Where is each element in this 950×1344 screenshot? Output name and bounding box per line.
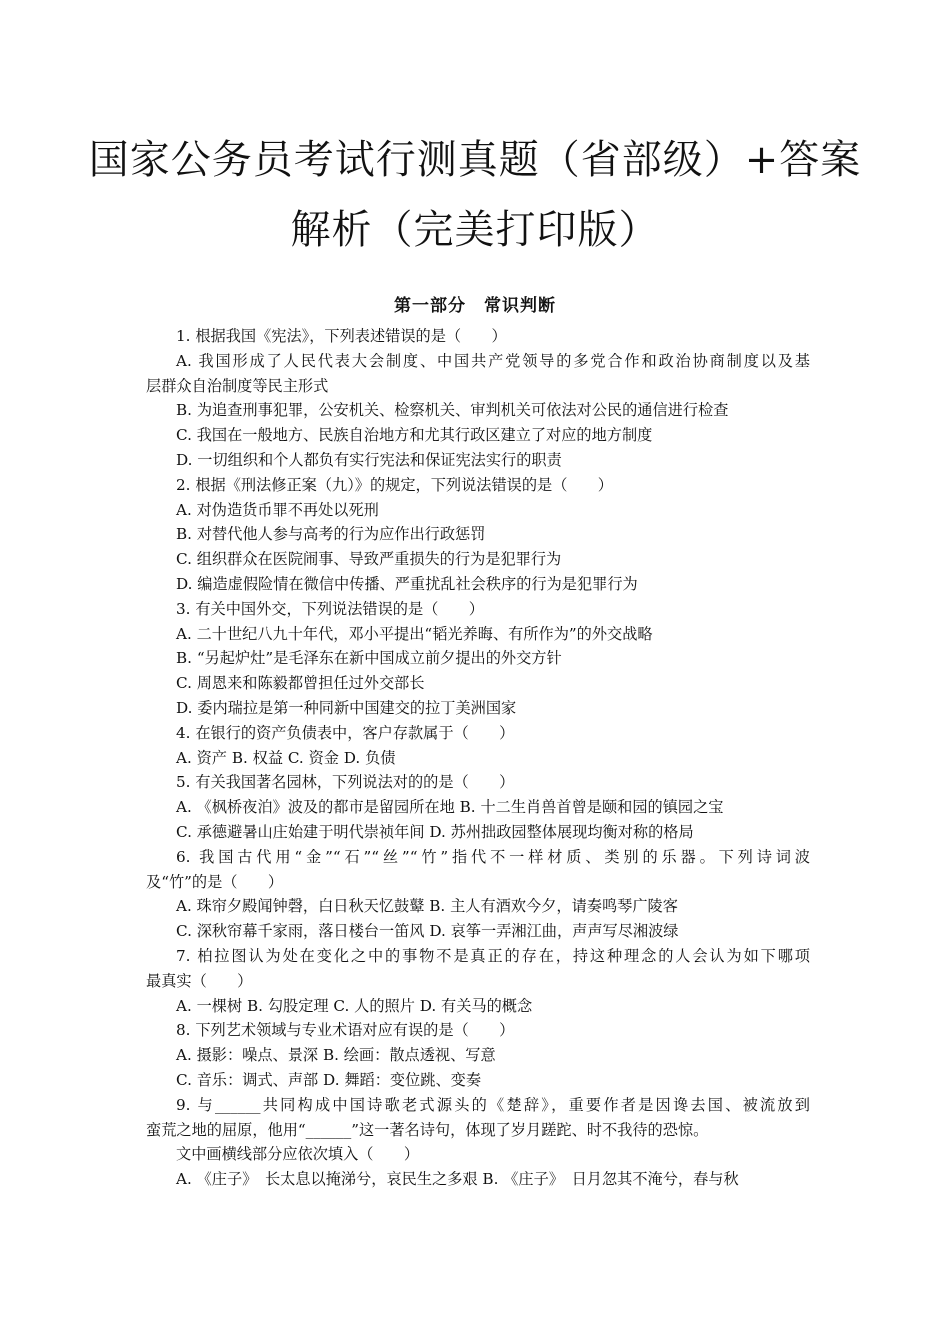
- text-line: A. 珠帘夕殿闻钟磬，白日秋天忆鼓鼙 B. 主人有酒欢今夕，请奏鸣琴广陵客: [176, 897, 678, 916]
- text-line: A. 《枫桥夜泊》波及的都市是留园所在地 B. 十二生肖兽首曾是颐和园的镇园之宝: [176, 798, 724, 817]
- text-line: A. 我国形成了人民代表大会制度、中国共产党领导的多党合作和政治协商制度以及基: [176, 351, 810, 370]
- text-line: C. 组织群众在医院闹事、导致严重损失的行为是犯罪行为: [176, 550, 562, 569]
- text-line: 及“竹”的是（ ）: [146, 872, 284, 891]
- text-line: C. 承德避暑山庄始建于明代崇祯年间 D. 苏州拙政园整体展现均衡对称的格局: [176, 822, 694, 841]
- text-line: A. 二十世纪八九十年代，邓小平提出“韬光养晦、有所作为”的外交战略: [176, 624, 653, 643]
- text-line: 文中画横线部分应依次填入（ ）: [176, 1145, 419, 1164]
- question-body: [146, 324, 810, 1192]
- text-line: D. 委内瑞拉是第一种同新中国建交的拉丁美洲国家: [176, 698, 517, 717]
- text-line: 4. 在银行的资产负债表中，客户存款属于（ ）: [176, 723, 515, 742]
- text-line: A. 资产 B. 权益 C. 资金 D. 负债: [176, 748, 396, 767]
- text-line: 层群众自治制度等民主形式: [146, 376, 329, 395]
- text-line: A. 摄影：噪点、景深 B. 绘画：散点透视、写意: [176, 1046, 496, 1065]
- text-line: 9. 与______共同构成中国诗歌老式源头的《楚辞》，重要作者是因谗去国、被流放到: [176, 1095, 810, 1114]
- text-line: 3. 有关中国外交，下列说法错误的是（ ）: [176, 599, 484, 618]
- text-line: 1. 根据我国《宪法》，下列表述错误的是（ ）: [176, 327, 507, 345]
- text-line: C. 音乐：调式、声部 D. 舞蹈：变位跳、变奏: [176, 1070, 482, 1089]
- text-line: B. “另起炉灶”是毛泽东在新中国成立前夕提出的外交方针: [176, 649, 562, 668]
- document-title-line-1: 国家公务员考试行测真题（省部级）+答案: [88, 137, 862, 183]
- text-line: 5. 有关我国著名园林，下列说法对的的是（ ）: [176, 773, 515, 792]
- text-line: C. 深秋帘幕千家雨，落日楼台一笛风 D. 哀筝一弄湘江曲，声声写尽湘波绿: [176, 922, 679, 941]
- text-line: A. 对伪造货币罪不再处以死刑: [176, 500, 379, 519]
- text-line: 6. 我国古代用“金”“石”“丝”“竹”指代不一样材质、类别的乐器。下列诗词波: [176, 847, 810, 866]
- text-line: C. 我国在一般地方、民族自治地方和尤其行政区建立了对应的地方制度: [176, 426, 653, 445]
- text-line: A. 一棵树 B. 勾股定理 C. 人的照片 D. 有关马的概念: [176, 996, 533, 1015]
- text-line: D. 一切组织和个人都负有实行宪法和保证宪法实行的职责: [176, 450, 562, 469]
- text-line: 7. 柏拉图认为处在变化之中的事物不是真正的存在，持这种理念的人会认为如下哪项: [176, 946, 810, 965]
- text-line: C. 周恩来和陈毅都曾担任过外交部长: [176, 674, 425, 693]
- document-title-line-2: 解析（完美打印版）: [290, 207, 660, 253]
- text-line: B. 为追查刑事犯罪，公安机关、检察机关、审判机关可依法对公民的通信进行检查: [176, 401, 729, 420]
- text-line: B. 对替代他人参与高考的行为应作出行政惩罚: [176, 525, 486, 544]
- text-line: 最真实（ ）: [146, 971, 253, 990]
- text-line: 蛮荒之地的屈原，他用“______”这一著名诗句，体现了岁月蹉跎、时不我待的恐惊。: [146, 1120, 709, 1139]
- text-line: D. 编造虚假险情在微信中传播、严重扰乱社会秩序的行为是犯罪行为: [176, 574, 638, 593]
- text-line: A. 《庄子》 长太息以掩涕兮，哀民生之多艰 B. 《庄子》 日月忽其不淹兮，春与秋: [176, 1170, 739, 1189]
- text-line: 2. 根据《刑法修正案（九）》的规定，下列说法错误的是（ ）: [176, 475, 613, 494]
- section-title: 第一部分 常识判断: [394, 296, 556, 316]
- text-line: 8. 下列艺术领域与专业术语对应有误的是（ ）: [176, 1021, 515, 1040]
